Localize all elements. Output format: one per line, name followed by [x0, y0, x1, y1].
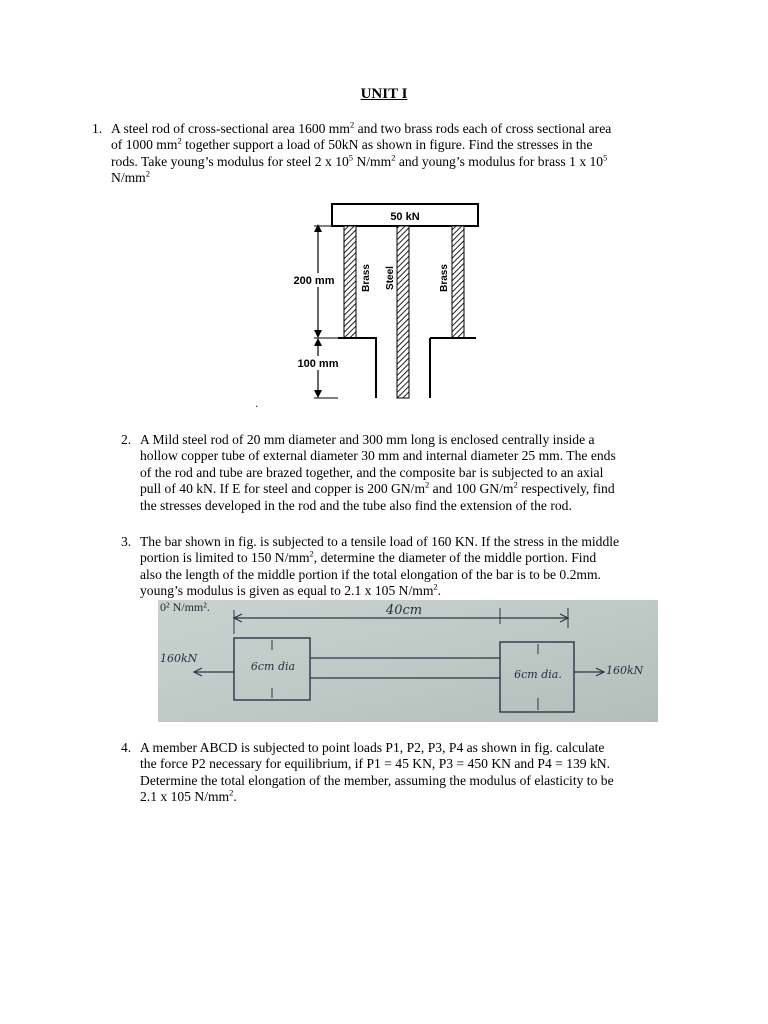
question-line: also the length of the middle portion if the total elongation of the bar is to be 0.2mm.	[140, 566, 601, 582]
question-line: hollow copper tube of external diameter 30 mm and internal diameter 25 mm. The ends	[140, 448, 616, 464]
question-line: rods. Take young’s modulus for steel 2 x $10^5$ $N/mm^2$ and young’s modulus for brass 1 x $10^5$	[111, 152, 608, 169]
question-line: $N/mm^2$	[111, 168, 150, 186]
left-load-label: 160kN	[160, 652, 198, 665]
question-number: 1.	[92, 121, 103, 136]
dim-100: 100 mm	[297, 358, 339, 370]
question-number: 3.	[121, 534, 132, 549]
question-2	[121, 432, 675, 514]
question-line: A steel rod of cross-sectional area 1600 $mm^2$ and two brass rods each of cross sectional area	[111, 119, 612, 136]
bar-sketch-photo	[158, 600, 658, 722]
brass-rod-right	[452, 226, 464, 338]
question-line: 2.1 x 105 $N/mm^2$.	[140, 787, 237, 805]
question-number: 2.	[121, 432, 132, 447]
question-line: young’s modulus is given as equal to 2.1 x 105 $N/mm^2$.	[140, 581, 442, 599]
steel-rod	[397, 226, 409, 398]
right-load-label: 160kN	[606, 664, 644, 677]
dim-200: 200 mm	[293, 275, 335, 287]
question-line: portion is limited to 150 $N/mm^2$, determine the diameter of the middle portion. Find	[140, 548, 597, 566]
right-dia-label: 6cm dia.	[514, 668, 562, 681]
load-label: 50 kN	[390, 211, 420, 223]
question-number: 4.	[121, 740, 132, 755]
left-dia-label: 6cm dia	[250, 660, 296, 673]
question-line: the stresses developed in the rod and the tube also find the extension of the rod.	[140, 497, 572, 513]
question-3	[121, 534, 675, 600]
question-line: pull of 40 kN. If E for steel and copper is 200 $GN/m^2$ and 100 $GN/m^2$ respectively, find	[140, 479, 615, 497]
page-title: UNIT I	[360, 86, 408, 102]
question-line: A member ABCD is subjected to point loads P1, P2, P3, P4 as shown in fig. calculate	[140, 740, 605, 755]
question-4	[121, 740, 675, 806]
question-line: of the rod and tube are brazed together, and the composite bar is subjected to an axial	[140, 464, 604, 480]
brass-right-label: Brass	[439, 264, 450, 292]
question-line: A Mild steel rod of 20 mm diameter and 300 mm long is enclosed centrally inside a	[140, 432, 595, 447]
brass-rod-left	[344, 226, 356, 338]
brass-left-label: Brass	[361, 264, 372, 292]
rods-figure	[276, 196, 488, 400]
stray-dot: ·	[255, 402, 259, 413]
corner-text: 0² N/mm².	[160, 600, 210, 614]
question-line: The bar shown in fig. is subjected to a tensile load of 160 KN. If the stress in the middle	[140, 534, 620, 549]
steel-label: Steel	[385, 266, 396, 290]
question-line: Determine the total elongation of the member, assuming the modulus of elasticity to be	[140, 772, 614, 788]
question-line: of 1000 $mm^2$ together support a load of 50kN as shown in figure. Find the stresses in the	[111, 135, 593, 153]
length-label: 40cm	[385, 603, 423, 618]
question-line: the force P2 necessary for equilibrium, if P1 = 45 KN, P3 = 450 KN and P4 = 139 kN.	[140, 756, 611, 772]
question-1	[92, 119, 676, 187]
